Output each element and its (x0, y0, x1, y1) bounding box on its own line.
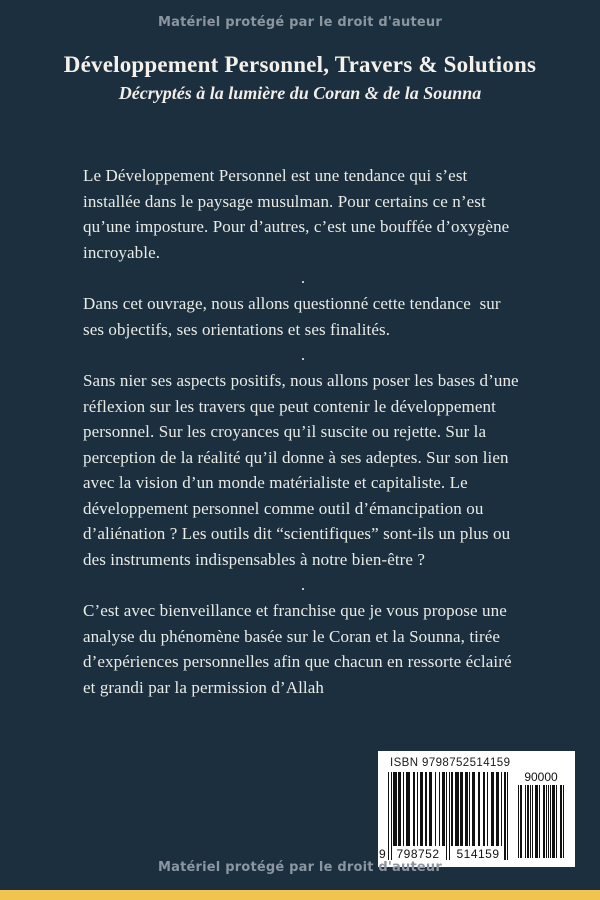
paragraph-separator: . (300, 575, 306, 594)
ean13-digit-lead: 9 (379, 847, 386, 861)
ean5-supplement-label: 90000 (524, 770, 558, 784)
cover-paragraph: C’est avec bienveillance et franchise que je vous propose une analyse du phénomène basée sur le Coran et la Sounna, tirée d’expériences personnelles afin que chacun en ressorte éclairé et grandi par la permission d’Allah (83, 601, 516, 697)
cover-paragraph: Dans cet ouvrage, nous allons questionné cette tendance sur ses objectifs, ses orientations et ses finalités. (83, 294, 506, 339)
bottom-accent-strip (0, 890, 600, 900)
body-text (83, 163, 523, 700)
book-title: Développement Personnel, Travers & Solutions (63, 52, 537, 77)
ean5-supplement-barcode (518, 770, 564, 858)
cover-paragraph: Le Développement Personnel est une tendance qui s’est installée dans le paysage musulman. Pour certains ce n’est qu’une imposture. Pour d’autres, c’est une bouffée d’oxygène incroyable. (83, 166, 514, 262)
cover-paragraph: Sans nier ses aspects positifs, nous allons poser les bases d’une réflexion sur les travers que peut contenir le développement personnel. Sur les croyances qu’il suscite ou rejette. Sur la perception de la réalité qu’il donne à ses adeptes. Sur son lien avec la vision d’un monde matérialiste et capitaliste. Le développement personnel comme outil d’émancipation ou d’aliénation ? Les outils dit “scientifiques” sont-ils un plus ou des instruments indispensables à notre bien-être ? (83, 371, 524, 569)
copyright-notice-bottom: Matériel protégé par le droit d'auteur (157, 860, 442, 875)
book-subtitle: Décryptés à la lumière du Coran & de la Sounna (118, 83, 482, 103)
paragraph-separator: . (300, 345, 306, 364)
ean13-digits-left: 798752 (396, 847, 440, 861)
isbn-label: ISBN 9798752514159 (390, 757, 511, 769)
ean13-digits-right: 514159 (456, 847, 500, 861)
ean13-barcode (379, 772, 508, 861)
barcode-bar (563, 785, 564, 858)
barcode-box (378, 751, 575, 867)
ean5-supplement-bars (518, 785, 564, 858)
copyright-notice-top: Matériel protégé par le droit d'auteur (157, 15, 442, 30)
paragraph-separator: . (300, 268, 306, 287)
barcode-bar (507, 772, 508, 860)
